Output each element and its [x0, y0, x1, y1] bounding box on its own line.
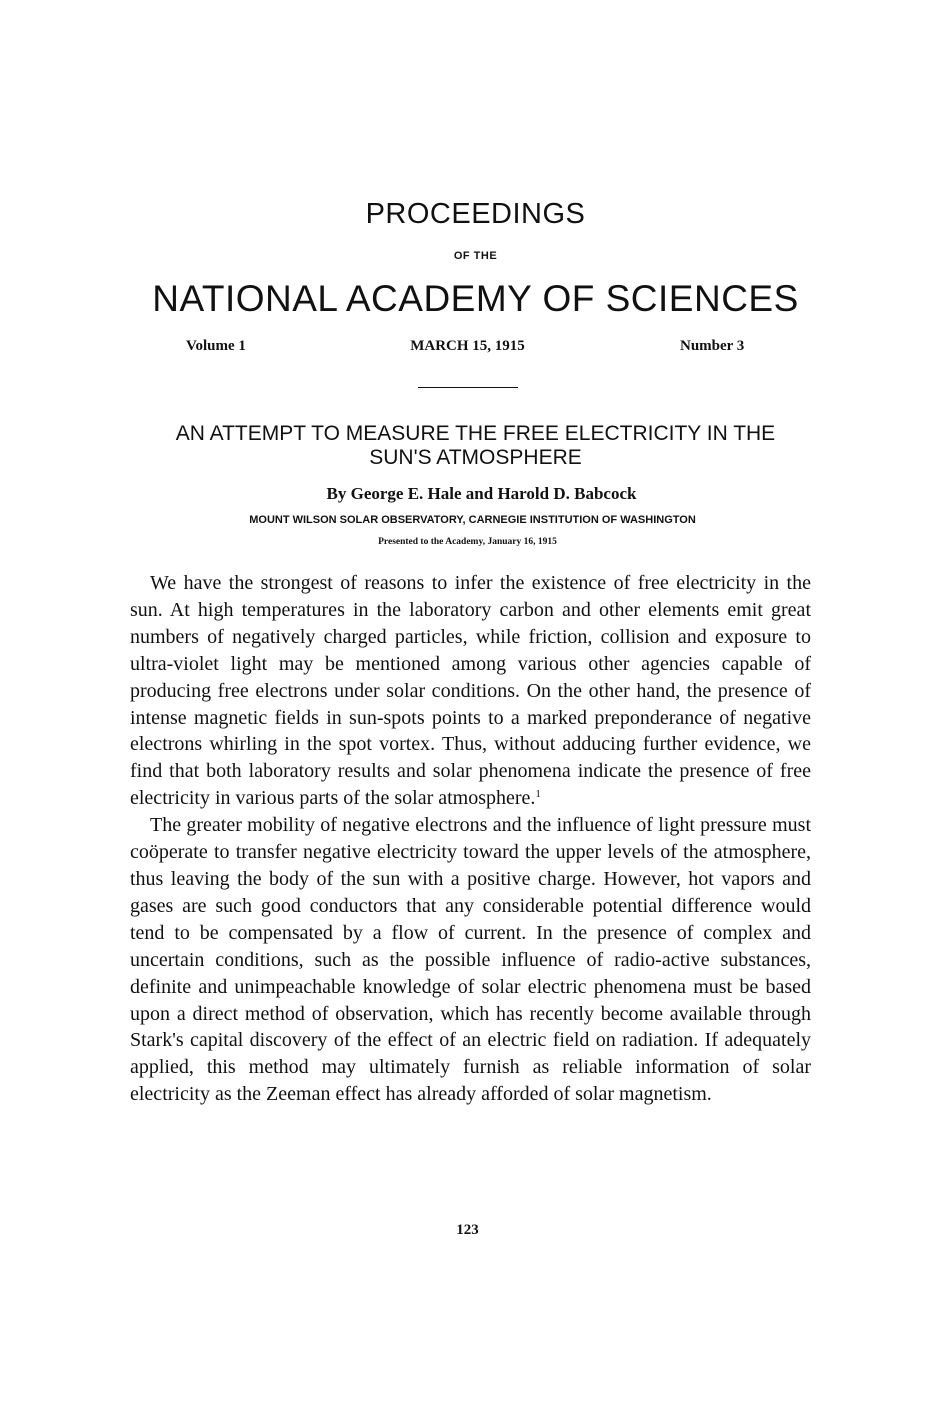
footnote-marker: 1: [535, 788, 541, 801]
body-paragraph-2: The greater mobility of negative electrons and the influence of light pressure must coöperate to transfer negative electricity toward the upper levels of the atmosphere, thus leaving the body of the sun with a positive charge. However, hot vapors and gases are such good conductors that any considerable potential difference would tend to be compensated by a flow of current. In the presence of complex and uncertain conditions, such as the possible influence of radio-active substances, definite and unimpeachable knowledge of solar electric phenomena must be based upon a direct method of observation, which has recently become available through Stark's capital discovery of the effect of an electric field on radiation. If adequately applied, this method may ultimately furnish as reliable information of solar electricity as the Zeeman effect has already afforded of solar magnetism.: [130, 814, 811, 1106]
article-body: [130, 570, 811, 1108]
issue-number: Number 3: [680, 338, 745, 354]
article-title: [0, 422, 951, 470]
body-paragraph-1-text: We have the strongest of reasons to infer the existence of free electricity in the sun. At high temperatures in the laboratory carbon and other elements emit great numbers of negatively charged particles, while friction, collision and exposure to ultra-violet light may be mentioned among various other agencies capable of producing free electrons under solar conditions. On the other hand, the presence of intense magnetic fields in sun-spots points to a marked preponderance of negative electrons whirling in the spot vortex. Thus, without adducing further evidence, we find that both laboratory results and solar phenomena indicate the presence of free electricity in various parts of the solar atmosphere.: [130, 572, 811, 810]
issue-date: MARCH 15, 1915: [410, 338, 525, 354]
article-title-line-2: SUN'S ATMOSPHERE: [369, 446, 582, 469]
page-number: 123: [456, 1222, 479, 1238]
issue-volume: Volume 1: [186, 338, 246, 354]
journal-title: PROCEEDINGS: [365, 198, 586, 230]
header-divider: [418, 387, 518, 388]
article-affiliation: MOUNT WILSON SOLAR OBSERVATORY, CARNEGIE INSTITUTION OF WASHINGTON: [249, 514, 696, 526]
journal-name: NATIONAL ACADEMY OF SCIENCES: [152, 278, 799, 319]
body-paragraph-1: [130, 570, 811, 812]
article-authors: By George E. Hale and Harold D. Babcock: [326, 484, 637, 503]
article-title-line-1: AN ATTEMPT TO MEASURE THE FREE ELECTRICITY IN THE: [175, 422, 776, 445]
article-presented-date: Presented to the Academy, January 16, 1915: [378, 537, 557, 547]
journal-of: OF THE: [453, 250, 498, 262]
